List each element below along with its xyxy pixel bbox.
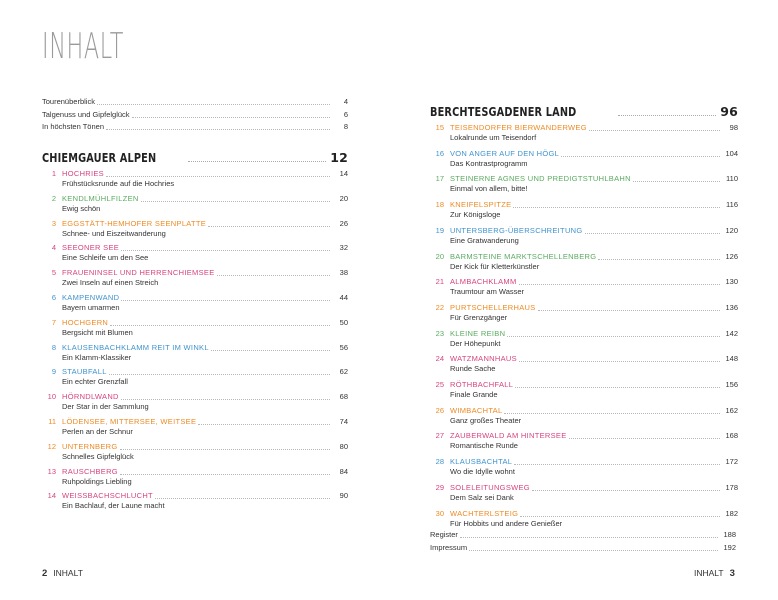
tour-title: KLEINE REIBN — [450, 328, 506, 338]
footer-page-number: 3 — [729, 568, 735, 579]
tour-title: HOCHRIES — [62, 169, 104, 178]
dot-leader — [460, 537, 718, 538]
dot-leader — [618, 115, 717, 116]
section-page: 12 — [330, 150, 348, 165]
tour-entry[interactable] — [42, 491, 348, 511]
tour-page: 120 — [725, 225, 738, 235]
tour-subtitle: Der Star in der Sammlung — [62, 402, 149, 412]
tour-entry[interactable] — [42, 343, 348, 363]
dot-leader — [589, 130, 720, 131]
tour-title: KNEIFELSPITZE — [450, 200, 512, 210]
tour-entry[interactable] — [42, 367, 348, 387]
section-title: CHIEMGAUER ALPEN — [42, 150, 157, 165]
tour-title: WIMBACHTAL — [450, 405, 503, 415]
dot-leader — [121, 399, 330, 400]
tour-page: 44 — [339, 293, 348, 302]
tour-title: KAMPENWAND — [62, 293, 120, 302]
tour-number: 18 — [435, 200, 444, 210]
tour-number: 23 — [435, 328, 444, 338]
toc-row-label: Register — [430, 530, 458, 539]
dot-leader — [217, 275, 331, 276]
tour-subtitle: Ewig schön — [62, 203, 101, 213]
tour-subtitle: Einmal von allem, bitte! — [450, 184, 528, 194]
tour-number: 28 — [435, 457, 444, 467]
dot-leader — [514, 464, 720, 465]
tour-title: HÖRNDLWAND — [62, 392, 119, 402]
tour-subtitle: Perlen an der Schnur — [62, 427, 133, 436]
dot-leader — [106, 129, 330, 130]
tour-title: FRAUENINSEL UND HERRENCHIEMSEE — [62, 268, 215, 278]
tour-title: PURTSCHELLERHAUS — [450, 302, 536, 312]
toc-row-page: 6 — [343, 109, 348, 119]
toc-row-label: Impressum — [430, 542, 468, 552]
tour-number: 4 — [51, 243, 56, 253]
tour-number: 30 — [435, 508, 444, 518]
tour-page: 56 — [339, 342, 348, 352]
tour-subtitle: Der Höhepunkt — [450, 338, 501, 348]
tour-subtitle: Traumtour am Wasser — [450, 287, 525, 297]
tour-page: 74 — [339, 417, 348, 426]
tour-subtitle: Bayern umarmen — [62, 303, 120, 312]
tour-page: 126 — [725, 251, 738, 261]
tour-number: 16 — [435, 148, 444, 158]
tour-entry[interactable] — [430, 329, 738, 349]
tour-title: STEINERNE AGNES UND PREDIGTSTUHLBAHN — [450, 174, 631, 184]
footer-label: INHALT — [53, 568, 83, 578]
toc-row[interactable] — [42, 110, 348, 120]
left-intro-list — [42, 97, 348, 132]
toc-row-page: 8 — [343, 122, 348, 131]
tour-entry[interactable] — [430, 483, 738, 503]
dot-leader — [538, 310, 720, 311]
tour-subtitle: Für Hobbits und andere Genießer — [450, 518, 563, 528]
tour-title: HOCHGERN — [62, 317, 109, 327]
tour-page: 156 — [725, 380, 738, 389]
tour-subtitle: Das Kontrastprogramm — [450, 158, 528, 168]
tour-number: 6 — [51, 293, 56, 302]
tour-page: 182 — [725, 508, 738, 518]
tour-entry[interactable] — [430, 406, 738, 426]
dot-leader — [120, 474, 330, 475]
tour-entry[interactable] — [430, 149, 738, 169]
tour-subtitle: Runde Sache — [450, 364, 496, 374]
tour-entry[interactable] — [430, 303, 738, 323]
tour-number: 26 — [435, 405, 444, 415]
dot-leader — [155, 498, 330, 499]
tour-page: 98 — [729, 123, 738, 132]
toc-row-page: 188 — [723, 530, 736, 539]
tour-page: 32 — [339, 243, 348, 253]
dot-leader — [569, 438, 720, 439]
tour-entry[interactable] — [42, 219, 348, 239]
tour-subtitle: Ruhpoldings Liebling — [62, 476, 132, 486]
tour-number: 29 — [435, 482, 444, 492]
tour-subtitle: Ganz großes Theater — [450, 415, 522, 425]
dot-leader — [141, 201, 330, 202]
tour-subtitle: Zur Königsloge — [450, 210, 501, 220]
dot-leader — [97, 104, 330, 105]
tour-subtitle: Zwei Inseln auf einen Streich — [62, 278, 159, 288]
dot-leader — [507, 336, 720, 337]
tour-number: 10 — [47, 392, 56, 402]
tour-title: SOLELEITUNGSWEG — [450, 482, 530, 492]
tour-subtitle: Frühstücksrunde auf die Hochries — [62, 179, 175, 188]
toc-row-label: In höchsten Tönen — [42, 122, 104, 131]
page-title: INHALT — [42, 26, 125, 67]
dot-leader — [532, 490, 720, 491]
toc-row[interactable] — [430, 530, 736, 540]
tour-subtitle: Bergsicht mit Blumen — [62, 327, 133, 337]
footer-page-number: 2 — [42, 568, 48, 579]
tour-number: 3 — [51, 218, 56, 228]
toc-row-page: 4 — [343, 97, 348, 106]
dot-leader — [109, 374, 330, 375]
dot-leader — [520, 516, 720, 517]
tour-entry[interactable] — [430, 380, 738, 400]
dot-leader — [598, 259, 720, 260]
tour-number: 19 — [435, 225, 444, 235]
tour-entry[interactable] — [430, 252, 738, 272]
tour-page: 110 — [726, 174, 738, 184]
tour-number: 7 — [51, 317, 56, 327]
tour-number: 2 — [51, 193, 56, 203]
section-header-chiemgauer[interactable] — [42, 150, 348, 165]
tour-entry[interactable] — [430, 431, 738, 451]
dot-leader — [633, 181, 720, 182]
tour-subtitle: Romantische Runde — [450, 441, 518, 451]
dot-leader — [198, 424, 330, 425]
tour-subtitle: Ein Klamm-Klassiker — [62, 352, 132, 362]
tour-number: 1 — [51, 169, 56, 178]
section-title: BERCHTESGADENER LAND — [430, 104, 577, 119]
right-outro-list — [430, 530, 736, 553]
tour-entry[interactable] — [430, 200, 738, 220]
tour-subtitle: Eine Gratwanderung — [450, 235, 519, 245]
dot-leader — [519, 284, 720, 285]
tour-entry[interactable] — [42, 293, 348, 313]
tour-title: WACHTERLSTEIG — [450, 508, 519, 518]
tour-entry[interactable] — [430, 509, 738, 529]
tour-entry[interactable] — [430, 123, 738, 143]
tour-number: 8 — [51, 342, 56, 352]
tour-page: 68 — [339, 392, 348, 402]
tour-title: KLAUSBACHTAL — [450, 457, 513, 467]
tour-entry[interactable] — [42, 442, 348, 462]
tour-page: 178 — [725, 482, 738, 492]
tour-title: WATZMANNHAUS — [450, 354, 517, 364]
dot-leader — [110, 325, 330, 326]
dot-leader — [121, 250, 330, 251]
tour-page: 172 — [725, 457, 738, 467]
tour-page: 142 — [725, 328, 738, 338]
dot-leader — [469, 550, 718, 551]
dot-leader — [504, 413, 720, 414]
tour-entry[interactable] — [42, 318, 348, 338]
tour-number: 20 — [435, 251, 444, 261]
tour-title: SEEONER SEE — [62, 243, 120, 253]
tour-title: RAUSCHBERG — [62, 466, 118, 476]
tour-subtitle: Schnee- und Eiszeitwanderung — [62, 228, 166, 238]
dot-leader — [519, 361, 720, 362]
tour-entry[interactable] — [42, 243, 348, 263]
tour-page: 162 — [725, 405, 738, 415]
dot-leader — [106, 176, 330, 177]
tour-title: KENDLMÜHLFILZEN — [62, 193, 139, 203]
tour-page: 14 — [339, 169, 348, 178]
dot-leader — [513, 207, 720, 208]
tour-entry[interactable] — [430, 174, 738, 194]
tour-title: UNTERNBERG — [62, 441, 118, 451]
tour-subtitle: Lokalrunde um Teisendorf — [450, 133, 537, 142]
tour-title: TEISENDORFER BIERWANDERWEG — [450, 123, 587, 132]
tour-page: 26 — [339, 218, 348, 228]
tour-entry[interactable] — [430, 277, 738, 297]
tour-number: 13 — [47, 466, 56, 476]
toc-row-page: 192 — [723, 542, 736, 552]
toc-row[interactable] — [430, 543, 736, 553]
toc-row[interactable] — [42, 97, 348, 107]
tour-entry[interactable] — [42, 268, 348, 288]
tour-number: 22 — [435, 302, 444, 312]
tour-title: ZAUBERWALD AM HINTERSEE — [450, 431, 567, 441]
section-page: 96 — [720, 104, 738, 119]
tour-entry[interactable] — [430, 457, 738, 477]
tour-page: 62 — [339, 367, 348, 377]
tour-page: 50 — [339, 317, 348, 327]
dot-leader — [120, 449, 330, 450]
tour-entry[interactable] — [42, 194, 348, 214]
tour-number: 11 — [48, 417, 56, 426]
tour-page: 90 — [339, 491, 348, 501]
tour-page: 104 — [725, 148, 738, 158]
tour-number: 12 — [47, 441, 56, 451]
tour-page: 130 — [725, 277, 738, 287]
dot-leader — [585, 233, 720, 234]
tour-number: 14 — [47, 491, 56, 501]
footer-left — [42, 568, 83, 579]
section-header-berchtesgaden[interactable] — [430, 104, 738, 119]
toc-row-label: Talgenuss und Gipfelglück — [42, 109, 130, 119]
tour-page: 20 — [339, 193, 348, 203]
tour-page: 38 — [339, 268, 348, 278]
tour-number: 15 — [435, 123, 444, 132]
tour-title: VON ANGER AUF DEN HÖGL — [450, 148, 560, 158]
tour-subtitle: Eine Schleife um den See — [62, 253, 149, 263]
tour-page: 168 — [725, 431, 738, 441]
tour-title: LÖDENSEE, MITTERSEE, WEITSEE — [62, 417, 197, 426]
tour-page: 148 — [725, 354, 738, 364]
tour-subtitle: Finale Grande — [450, 390, 498, 399]
footer-right — [694, 568, 735, 579]
tour-subtitle: Schnelles Gipfelglück — [62, 451, 134, 461]
tour-number: 24 — [435, 354, 444, 364]
tour-title: STAUBFALL — [62, 367, 107, 377]
tour-number: 27 — [435, 431, 444, 441]
tour-subtitle: Wo die Idylle wohnt — [450, 467, 515, 477]
tour-entry[interactable] — [42, 169, 348, 189]
tour-title: UNTERSBERG-ÜBERSCHREITUNG — [450, 225, 583, 235]
tour-subtitle: Für Grenzgänger — [450, 312, 508, 322]
dot-leader — [188, 161, 326, 162]
tour-entry[interactable] — [42, 467, 348, 487]
tour-number: 9 — [51, 367, 56, 377]
dot-leader — [561, 156, 720, 157]
dot-leader — [211, 350, 330, 351]
dot-leader — [132, 117, 330, 118]
tour-page: 84 — [339, 466, 348, 476]
tour-title: ALMBACHKLAMM — [450, 277, 517, 287]
tour-title: KLAUSENBACHKLAMM REIT IM WINKL — [62, 342, 209, 352]
tour-page: 116 — [726, 200, 738, 210]
tour-title: EGGSTÄTT-HEMHOFER SEENPLATTE — [62, 218, 207, 228]
tour-subtitle: Der Kick für Kletterkünstler — [450, 261, 540, 271]
tour-entry[interactable] — [42, 392, 348, 412]
tour-number: 17 — [435, 174, 444, 184]
tour-entry[interactable] — [42, 417, 348, 437]
dot-leader — [208, 226, 330, 227]
toc-row[interactable] — [42, 122, 348, 132]
footer-label: INHALT — [694, 568, 724, 578]
tour-entry[interactable] — [430, 226, 738, 246]
tour-page: 136 — [725, 302, 738, 312]
tour-title: WEISSBACHSCHLUCHT — [62, 491, 153, 501]
tour-title: BARMSTEINE MARKTSCHELLENBERG — [450, 251, 597, 261]
dot-leader — [515, 387, 720, 388]
tour-subtitle: Ein echter Grenzfall — [62, 377, 128, 387]
toc-row-label: Tourenüberblick — [42, 97, 95, 106]
tour-title: RÖTHBACHFALL — [450, 380, 514, 389]
tour-page: 80 — [339, 441, 348, 451]
tour-subtitle: Ein Bachlauf, der Laune macht — [62, 501, 165, 511]
tour-number: 21 — [435, 277, 444, 287]
tour-subtitle: Dem Salz sei Dank — [450, 492, 514, 502]
dot-leader — [121, 300, 330, 301]
tour-number: 5 — [51, 268, 56, 278]
tour-entry[interactable] — [430, 354, 738, 374]
tour-number: 25 — [435, 380, 444, 389]
